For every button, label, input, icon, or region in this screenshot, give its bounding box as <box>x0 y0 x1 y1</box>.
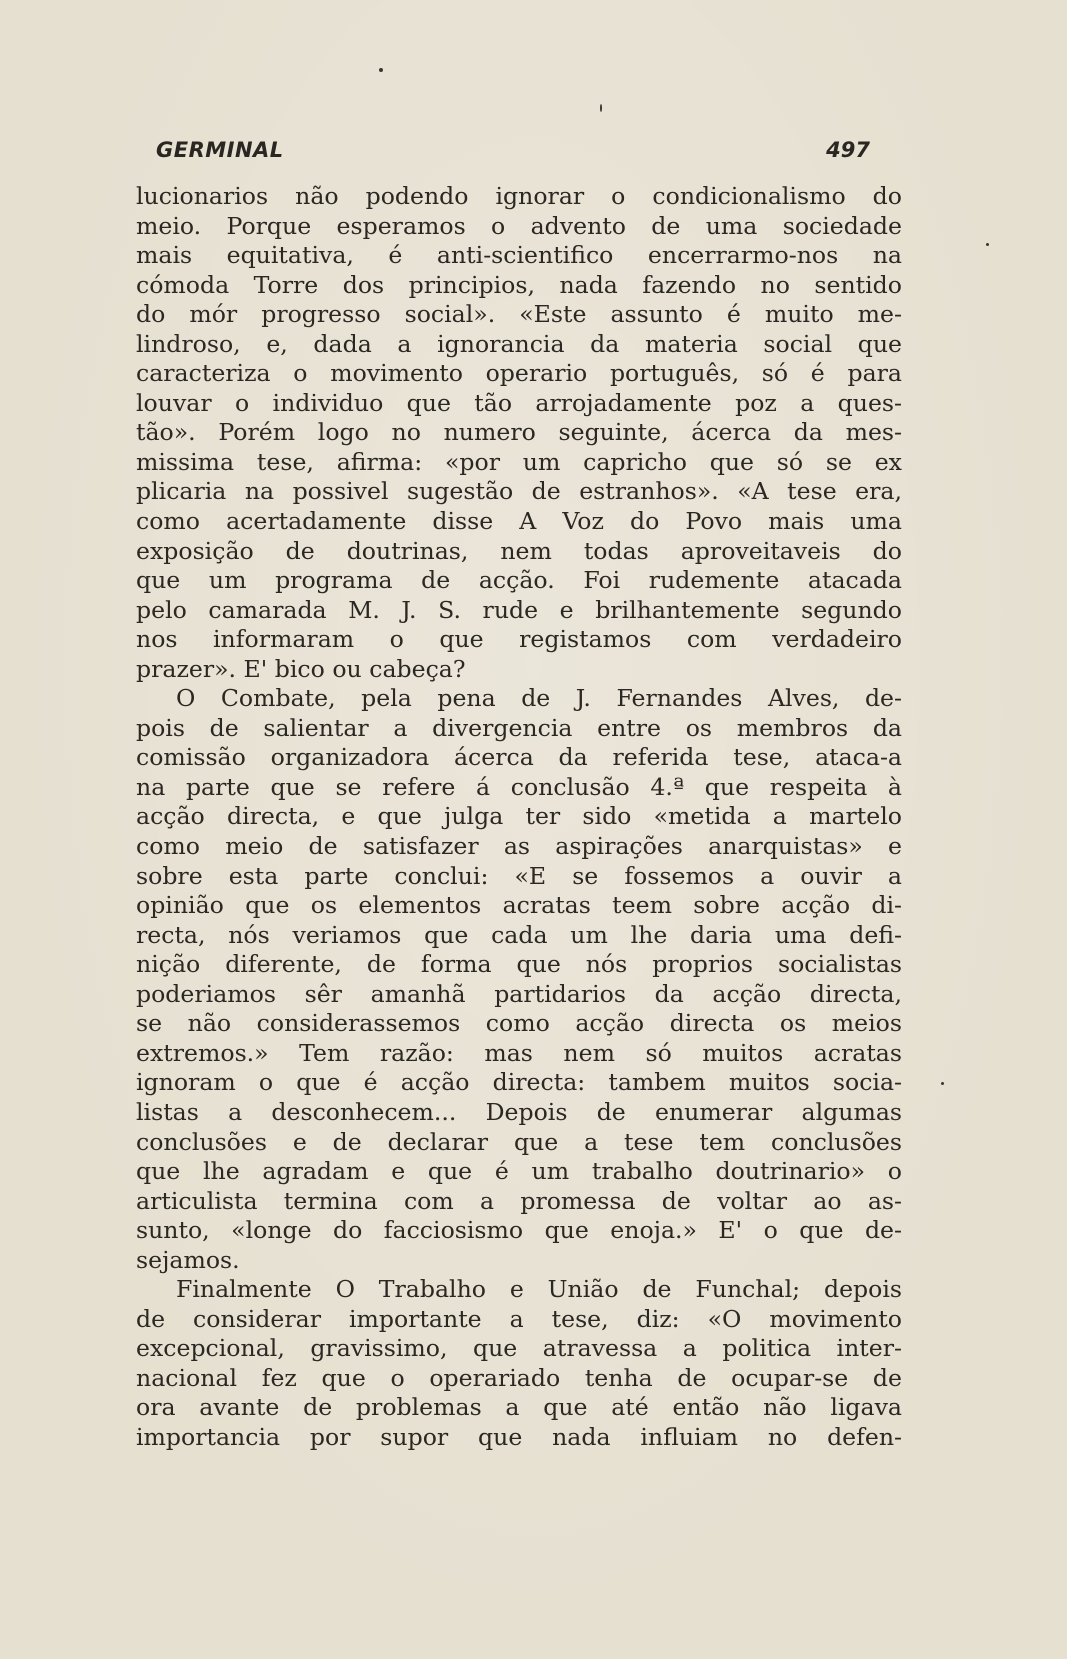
text-line: mais equitativa, é anti-scientifico encerrarmo-nos na <box>136 241 902 270</box>
text-line: como acertadamente disse A Voz do Povo mais uma <box>136 507 902 536</box>
print-speck <box>379 68 383 72</box>
text-line: nição diferente, de forma que nós proprios socialistas <box>136 950 902 979</box>
text-line: sunto, «longe do facciosismo que enoja.» E' o que de- <box>136 1216 902 1245</box>
text-line: que um programa de acção. Foi rudemente atacada <box>136 566 902 595</box>
print-speck <box>941 1082 944 1085</box>
text-line: na parte que se refere á conclusão 4.ª que respeita à <box>136 772 902 801</box>
text-line: recta, nós veriamos que cada um lhe daria uma defi- <box>136 920 902 949</box>
text-line: exposição de doutrinas, nem todas aproveitaveis do <box>136 536 902 565</box>
text-line: plicaria na possivel sugestão de estranhos». «A tese era, <box>136 477 902 506</box>
text-line: listas a desconhecem... Depois de enumerar algumas <box>136 1097 902 1126</box>
text-line: do mór progresso social». «Este assunto é muito me- <box>136 300 902 329</box>
text-line: conclusões e de declarar que a tese tem conclusões <box>136 1127 902 1156</box>
text-line: lucionarios não podendo ignorar o condicionalismo do <box>136 182 902 210</box>
text-line: de considerar importante a tese, diz: «O movimento <box>136 1304 902 1333</box>
page-number: 497 <box>826 138 870 162</box>
running-title: GERMINAL <box>156 138 284 162</box>
text-line: missima tese, afirma: «por um capricho que só se ex <box>136 447 902 476</box>
text-line: pelo camarada M. J. S. rude e brilhantemente segundo <box>136 595 902 624</box>
text-line: extremos.» Tem razão: mas nem só muitos acratas <box>136 1038 902 1067</box>
text-line: ignoram o que é acção directa: tambem muitos socia- <box>136 1068 902 1097</box>
print-speck <box>600 104 602 112</box>
print-speck <box>986 243 989 246</box>
text-line: sejamos. <box>136 1245 240 1274</box>
text-line: nacional fez que o operariado tenha de ocupar-se de <box>136 1363 902 1392</box>
text-line: ora avante de problemas a que até então não ligava <box>136 1393 902 1422</box>
text-line: excepcional, gravissimo, que atravessa a politica inter- <box>136 1334 902 1363</box>
text-line: como meio de satisfazer as aspirações anarquistas» e <box>136 832 902 861</box>
text-line: sobre esta parte conclui: «E se fossemos a ouvir a <box>136 861 902 890</box>
page-header <box>156 138 870 168</box>
text-line: poderiamos sêr amanhã partidarios da acção directa, <box>136 979 902 1008</box>
text-line: que lhe agradam e que é um trabalho doutrinario» o <box>136 1157 902 1186</box>
text-line: comissão organizadora ácerca da referida tese, ataca-a <box>136 743 902 772</box>
text-line: pois de salientar a divergencia entre os membros da <box>136 713 902 742</box>
text-line: tão». Porém logo no numero seguinte, ácerca da mes- <box>136 418 902 447</box>
body-text <box>136 182 902 1453</box>
text-line: Finalmente O Trabalho e União de Funchal; depois <box>176 1275 902 1304</box>
text-line: importancia por supor que nada influiam no defen- <box>136 1422 902 1451</box>
text-line: O Combate, pela pena de J. Fernandes Alves, de- <box>176 684 902 713</box>
text-line: se não considerassemos como acção directa os meios <box>136 1009 902 1038</box>
text-line: opinião que os elementos acratas teem sobre acção di- <box>136 891 902 920</box>
text-line: caracteriza o movimento operario português, só é para <box>136 359 902 388</box>
text-line: prazer». E' bico ou cabeça? <box>136 654 466 683</box>
text-line: cómoda Torre dos principios, nada fazendo no sentido <box>136 270 902 299</box>
text-line: nos informaram o que registamos com verdadeiro <box>136 625 902 654</box>
text-line: louvar o individuo que tão arrojadamente poz a ques- <box>136 388 902 417</box>
text-line: meio. Porque esperamos o advento de uma sociedade <box>136 211 902 240</box>
text-line: acção directa, e que julga ter sido «metida a martelo <box>136 802 902 831</box>
text-line: lindroso, e, dada a ignorancia da materia social que <box>136 329 902 358</box>
text-line: articulista termina com a promessa de voltar ao as- <box>136 1186 902 1215</box>
